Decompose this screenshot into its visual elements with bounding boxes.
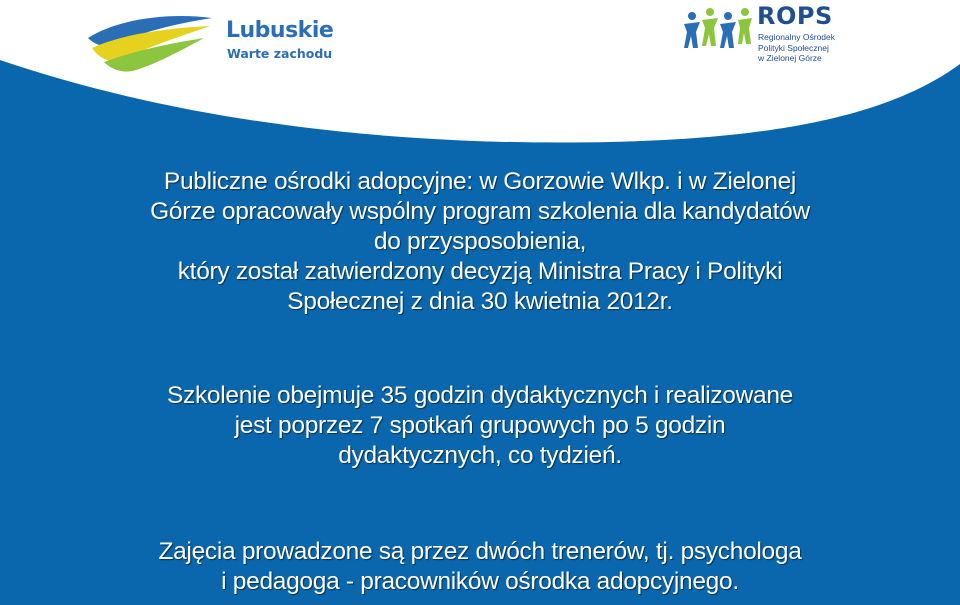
paragraph-training-hours <box>0 381 960 471</box>
text-line: jest poprzez 7 spotkań grupowych po 5 godzin <box>234 412 726 439</box>
text-line: Zajęcia prowadzone są przez dwóch trenerów, tj. psychologa <box>158 538 802 565</box>
lubuskie-tagline: Warte zachodu <box>227 46 333 61</box>
lubuskie-logo[interactable] <box>86 8 336 78</box>
rops-subtitle <box>758 32 835 64</box>
text-line: Publiczne ośrodki adopcyjne: w Gorzowie Wlkp. i w Zielonej <box>163 168 797 195</box>
text-line: i pedagoga - pracowników ośrodka adopcyjnego. <box>221 568 739 595</box>
rops-subtitle-line: Regionalny Ośrodek <box>758 32 836 42</box>
rops-subtitle-line: Polityki Społecznej <box>758 42 829 53</box>
text-line: Społecznej z dnia 30 kwietnia 2012r. <box>287 288 673 315</box>
rops-name: ROPS <box>757 2 833 30</box>
lubuskie-emblem-icon <box>86 8 226 78</box>
text-line: Górze opracowały wspólny program szkolenia dla kandydatów <box>150 198 810 225</box>
lubuskie-name: Lubuskie <box>226 18 334 43</box>
rops-people-icon <box>682 2 754 62</box>
rops-subtitle-line: w Zielonej Górze <box>758 53 822 63</box>
paragraph-adoption-program <box>0 167 960 317</box>
header <box>0 0 960 150</box>
text-line: do przysposobienia, <box>373 228 587 255</box>
text-line: który został zatwierdzony decyzją Ministra Pracy i Polityki <box>177 258 783 285</box>
text-line: dydaktycznych, co tydzień. <box>338 442 622 469</box>
text-line: Szkolenie obejmuje 35 godzin dydaktycznych i realizowane <box>166 382 793 409</box>
rops-logo[interactable] <box>682 2 952 68</box>
paragraph-trainers <box>0 537 960 597</box>
